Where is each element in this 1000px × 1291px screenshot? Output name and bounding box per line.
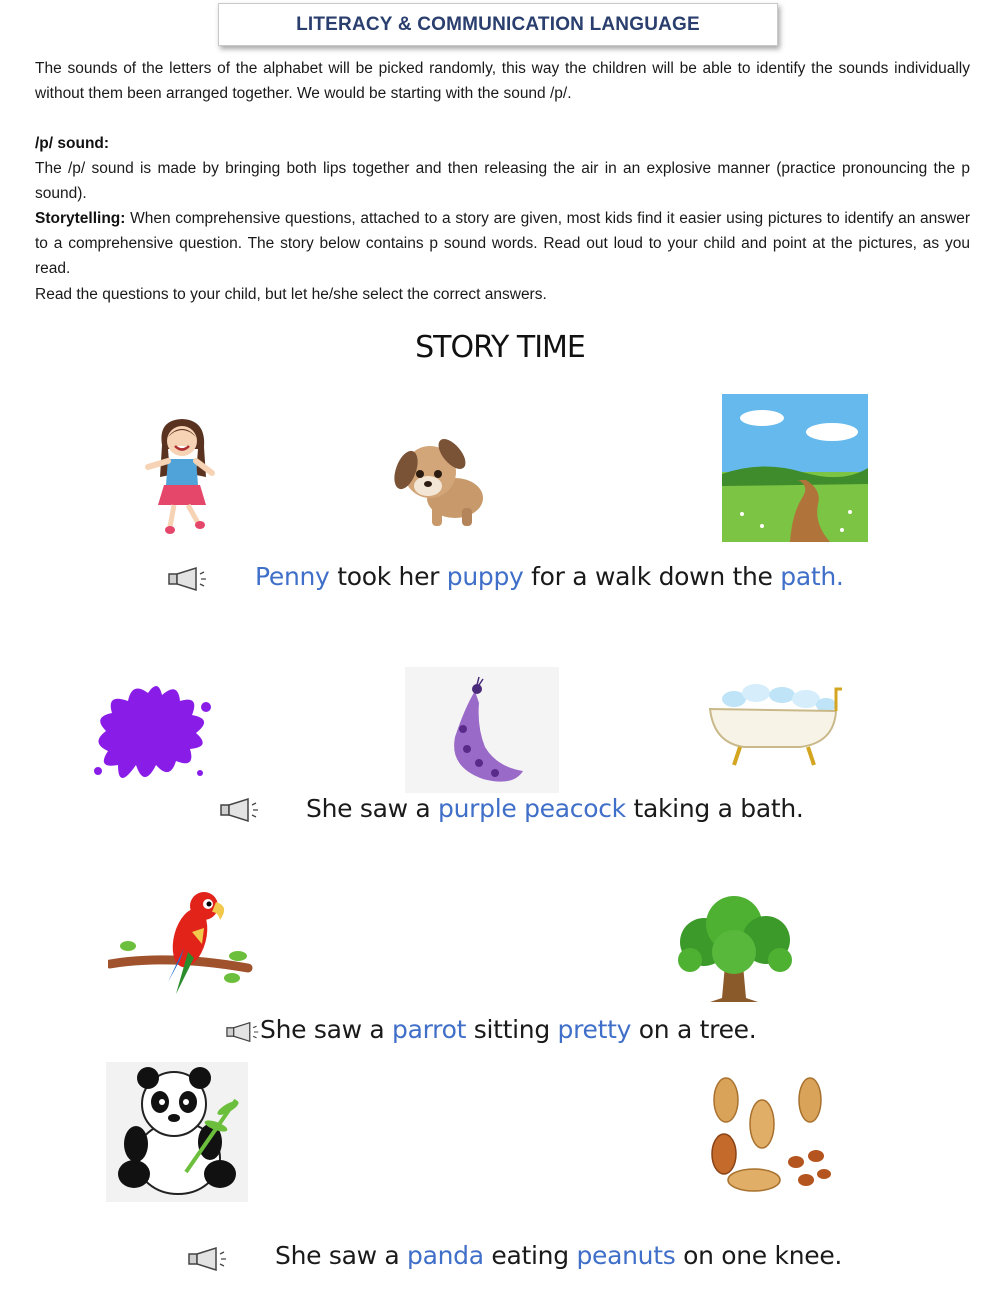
word-penny: Penny [255,562,330,591]
storytelling-text: When comprehensive questions, attached to a story are given, most kids find it easier using pictures to identify an answer to a comprehensive question. The story below contains p sound words. Read out loud to your child and point at the pictures, as you read. [35,210,970,277]
sentence-3 [260,1015,756,1044]
parrot-picture [108,882,256,1000]
word-purple-peacock: purple peacock [438,794,626,823]
bathtub-picture [704,681,846,769]
word-pretty: pretty [557,1015,632,1044]
sentence-text: sitting [466,1015,558,1044]
p-sound-description: The /p/ sound is made by bringing both lips together and then releasing the air in an explosive manner (practice pronouncing the p sound). [35,160,970,202]
girl-picture [140,415,225,540]
sentence-text: for a walk down the [523,562,781,591]
path-landscape-picture [722,394,868,542]
purple-splash-picture [88,673,218,793]
sentence-text: on a tree. [631,1015,757,1044]
word-panda: panda [407,1241,484,1270]
word-puppy: puppy [446,562,524,591]
peanuts-picture [700,1070,834,1198]
sentence-text: She saw a [306,794,439,823]
sentence-text: eating [483,1241,577,1270]
word-path: path. [780,562,844,591]
intro-paragraph: The sounds of the letters of the alphabet will be picked randomly, this way the children will be able to identify the sounds individually without them been arranged together. We would be starting with the sound /p/. [35,60,970,102]
sentence-text: She saw a [275,1241,408,1270]
sentence-4 [275,1241,842,1270]
instruction-text: Read the questions to your child, but let he/she select the correct answers. [35,286,547,303]
worksheet-title: LITERACY & COMMUNICATION LANGUAGE [218,3,778,46]
p-sound-heading: /p/ sound: [35,135,110,152]
storytelling-label: Storytelling: [35,210,126,227]
sentence-text: on one knee. [675,1241,843,1270]
sentence-text: taking a bath. [625,794,804,823]
sentence-text: took her [329,562,447,591]
speaker-icon[interactable] [168,566,208,592]
story-time-heading: STORY TIME [415,330,585,365]
tree-picture [672,894,796,1006]
word-peanuts: peanuts [576,1241,676,1270]
sentence-1 [255,562,844,591]
sentence-text: She saw a [260,1015,393,1044]
speaker-icon[interactable] [188,1246,228,1272]
speaker-icon[interactable] [226,1021,260,1043]
word-parrot: parrot [392,1015,467,1044]
panda-picture [106,1062,248,1202]
p-sound-section [35,131,970,156]
speaker-icon[interactable] [220,797,260,823]
storytelling-paragraph [35,206,970,281]
peacock-picture [405,667,559,793]
puppy-picture [390,430,490,530]
sentence-2 [306,794,804,823]
